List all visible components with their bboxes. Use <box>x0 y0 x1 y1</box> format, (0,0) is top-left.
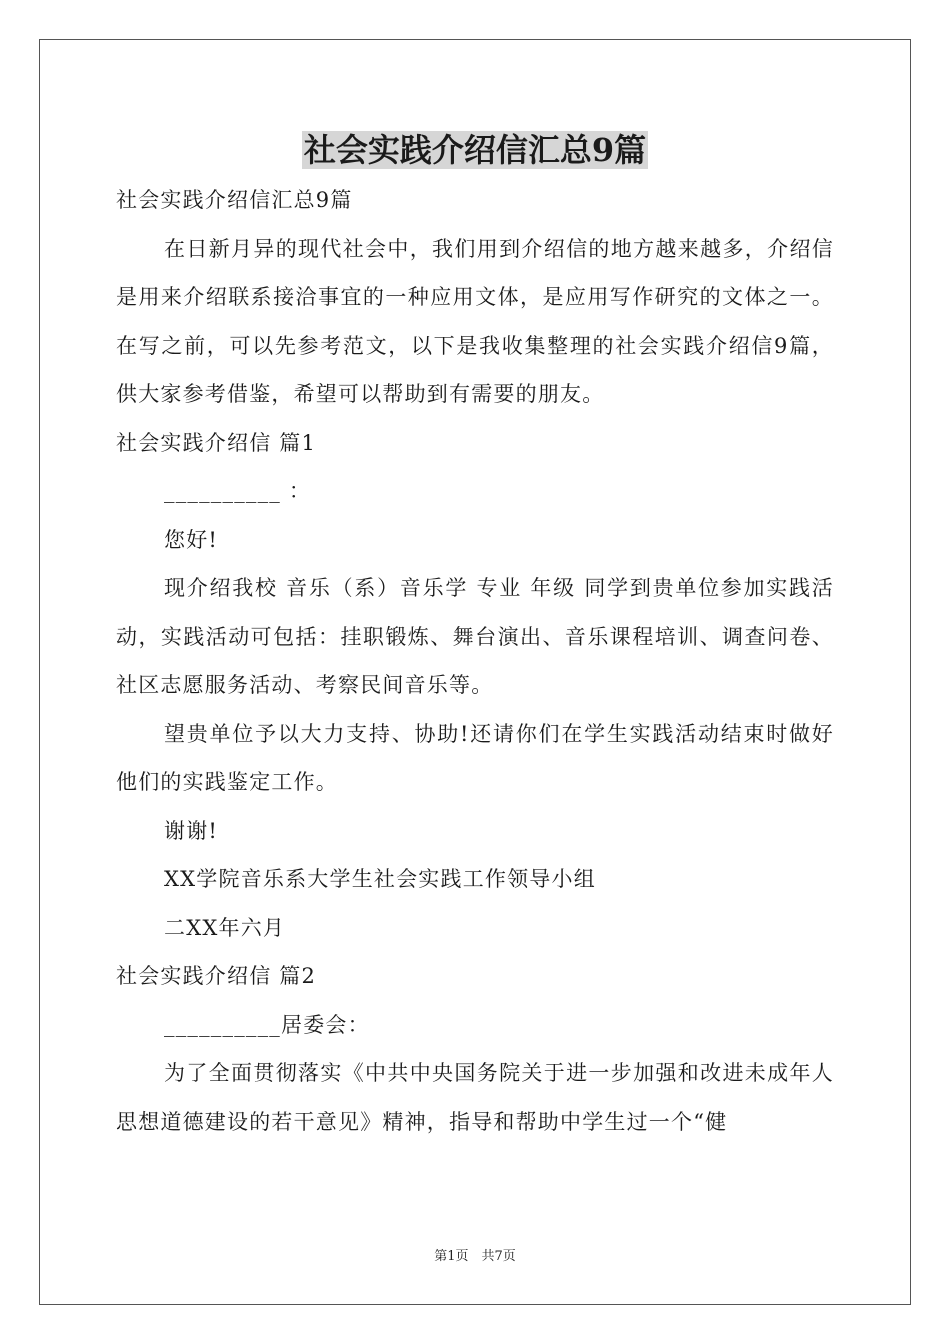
paragraph: 望贵单位予以大力支持、协助!还请你们在学生实践活动结束时做好他们的实践鉴定工作。 <box>116 721 834 794</box>
page-footer: 第1页 共7页 <box>434 1249 516 1264</box>
paragraph: __________居委会： <box>164 1012 370 1037</box>
paragraph: 二XX年六月 <box>164 915 286 940</box>
paragraph: XX学院音乐系大学生社会实践工作领导小组 <box>164 867 596 891</box>
paragraph: 在日新月异的现代社会中，我们用到介绍信的地方越来越多，介绍信是用来介绍联系接洽事宜的一种应用文体，是应用写作研究的文体之一。在写之前，可以先参考范文，以下是我收集整理的社会实践介绍信9篇，供大家参考借鉴，希望可以帮助到有需要的朋友。 <box>116 236 834 406</box>
paragraph: __________ ： <box>164 479 312 503</box>
paragraph: 现介绍我校 音乐（系）音乐学 专业 年级 同学到贵单位参加实践活动，实践活动可包括：挂职锻炼、舞台演出、音乐课程培训、调查问卷、社区志愿服务活动、考察民间音乐等。 <box>116 576 834 697</box>
paragraph: 您好! <box>164 527 219 552</box>
document-title-text: 社会实践介绍信汇总9篇 <box>303 131 647 169</box>
section-heading: 社会实践介绍信 篇2 <box>116 964 317 988</box>
document-title <box>0 126 950 174</box>
document-body <box>116 176 834 1146</box>
paragraph: 为了全面贯彻落实《中共中央国务院关于进一步加强和改进未成年人思想道德建设的若干意见》精神，指导和帮助中学生过一个“健 <box>116 1061 834 1134</box>
section-heading: 社会实践介绍信 篇1 <box>116 430 317 455</box>
paragraph: 社会实践介绍信汇总9篇 <box>116 188 353 212</box>
paragraph: 谢谢! <box>164 818 219 843</box>
